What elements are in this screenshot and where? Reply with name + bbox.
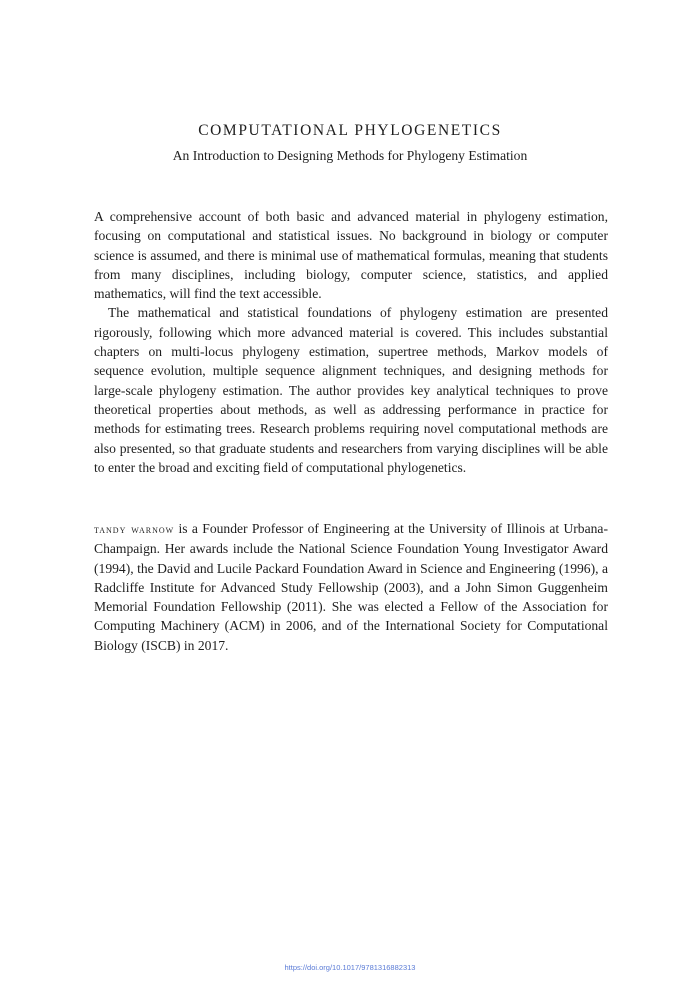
book-title: COMPUTATIONAL PHYLOGENETICS: [198, 122, 502, 139]
book-subtitle: An Introduction to Designing Methods for Phylogeny Estimation: [172, 148, 528, 163]
author-bio-text: is a Founder Professor of Engineering at the University of Illinois at Urbana-Champaign. Her awards include the National Science Foundation Young Investigator Award (1994), the David and Lucile Packard Foundation Award in Science and Engineering (1996), a Radcliffe Institute for Advanced Study Fellowship (2003), and a John Simon Guggenheim Memorial Foundation Fellowship (2011). She was elected a Fellow of the Association for Computing Machinery (ACM) in 2006, and of the International Society for Computational Biology (ISCB) in 2017.: [94, 521, 608, 653]
author-bio: [94, 519, 608, 655]
book-description: [94, 207, 608, 477]
author-name: tandy warnow: [94, 522, 175, 536]
description-paragraph-1: A comprehensive account of both basic and advanced material in phylogeny estimation, focusing on computational and statistical issues. No background in biology or computer science is assumed, and there is minimal use of mathematical formulas, meaning that students from many disciplines, including biology, computer science, statistics, and applied mathematics, will find the text accessible.: [94, 209, 608, 302]
description-paragraph-2: The mathematical and statistical foundations of phylogeny estimation are presented rigorously, following which more advanced material is covered. This includes substantial chapters on multi-locus phylogeny estimation, supertree methods, Markov models of sequence evolution, multiple sequence alignment techniques, and designing methods for large-scale phylogeny estimation. The author provides key analytical techniques to prove theoretical properties about methods, as well as addressing performance in practice for methods for estimating trees. Research problems requiring novel computational methods are also presented, so that graduate students and researchers from varying disciplines will be able to enter the broad and exciting field of computational phylogenetics.: [94, 305, 608, 475]
doi-link[interactable]: https://doi.org/10.1017/9781316882313: [284, 963, 416, 972]
author-bio-paragraph: [94, 519, 608, 655]
